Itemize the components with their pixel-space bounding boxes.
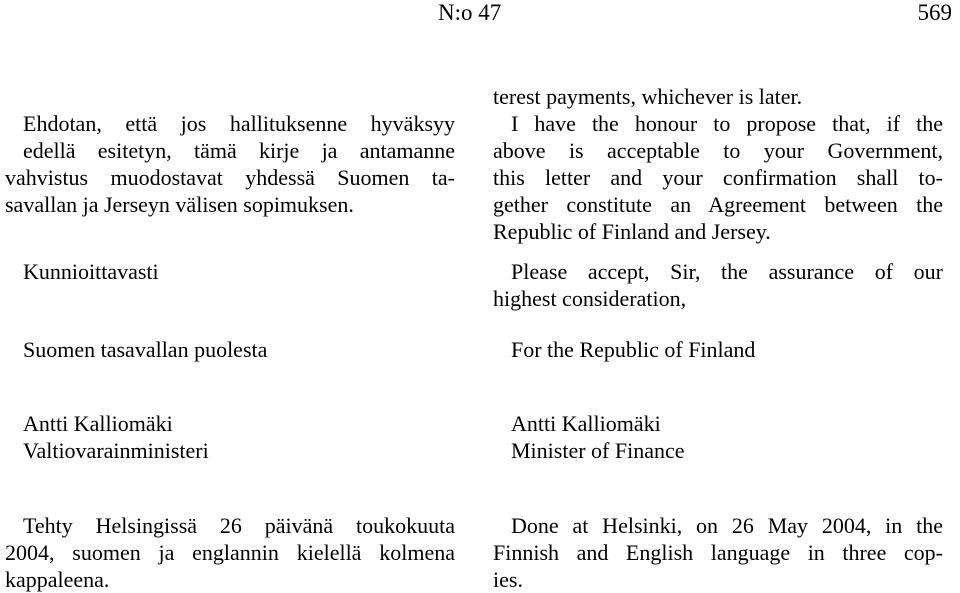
page-number: 569 xyxy=(917,0,952,25)
text-line: vahvistus muodostavat yhdessä Suomen ta- xyxy=(5,165,455,190)
finnish-closing: Kunnioittavasti xyxy=(23,259,159,284)
finnish-proposal-paragraph xyxy=(23,110,455,164)
english-done-paragraph xyxy=(493,512,943,593)
issue-number: N:o 47 xyxy=(438,0,502,25)
finnish-signature-block xyxy=(23,410,473,464)
signatory-title: Minister of Finance xyxy=(511,438,685,463)
text-line: Done at Helsinki, on 26 May 2004, in the xyxy=(511,513,943,538)
finnish-on-behalf: Suomen tasavallan puolesta xyxy=(23,337,268,362)
text-line: highest consideration, xyxy=(493,286,687,311)
text-line: Finnish and English language in three cop- xyxy=(493,540,943,565)
text-line: savallan ja Jerseyn välisen sopimuksen. xyxy=(5,192,354,217)
text-line: Ehdotan, että jos hallituksenne hyväksyy xyxy=(23,111,455,136)
english-on-behalf: For the Republic of Finland xyxy=(511,337,756,362)
english-signature-block xyxy=(511,410,960,464)
signatory-name: Antti Kalliomäki xyxy=(23,411,173,436)
text-line: ies. xyxy=(493,567,523,592)
finnish-proposal-paragraph-cont xyxy=(5,164,455,218)
finnish-done-paragraph xyxy=(5,512,455,593)
text-line: gether constitute an Agreement between the xyxy=(493,192,943,217)
text-line: Please accept, Sir, the assurance of our xyxy=(511,259,943,284)
signatory-title: Valtiovarainministeri xyxy=(23,438,209,463)
english-continuation: terest payments, whichever is later. xyxy=(493,84,803,109)
signatory-name: Antti Kalliomäki xyxy=(511,411,661,436)
english-closing-paragraph xyxy=(493,258,943,312)
text-line: 2004, suomen ja englannin kielellä kolmena xyxy=(5,540,455,565)
english-proposal-paragraph xyxy=(493,110,943,245)
text-line: edellä esitetyn, tämä kirje ja antamanne xyxy=(23,138,455,163)
text-line: this letter and your confirmation shall to- xyxy=(493,165,943,190)
text-line: above is acceptable to your Government, xyxy=(493,138,943,163)
text-line: kappaleena. xyxy=(5,567,110,592)
text-line: Tehty Helsingissä 26 päivänä toukokuuta xyxy=(23,513,455,538)
text-line: I have the honour to propose that, if the xyxy=(511,111,943,136)
text-line: Republic of Finland and Jersey. xyxy=(493,219,771,244)
